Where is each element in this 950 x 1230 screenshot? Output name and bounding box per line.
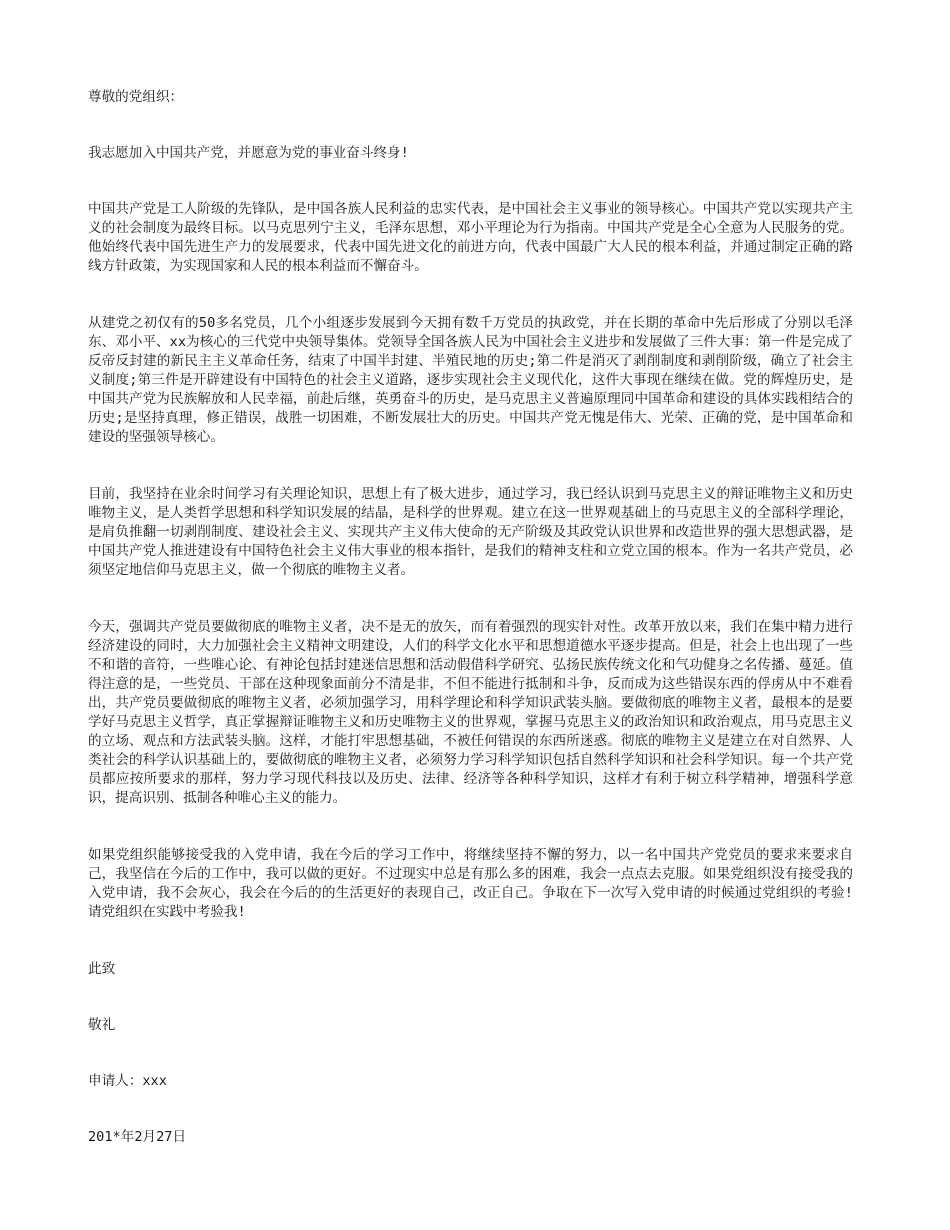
closing-cizhi: 此致	[88, 961, 116, 977]
closing-jingli: 敬礼	[88, 1017, 116, 1033]
paragraph-materialism: 今天，强调共产党员要做彻底的唯物主义者，决不是无的放矢，而有着强烈的现实针对性。改革开放以来，我们在集中精力进行经济建设的同时，大力加强社会主义精神文明建设，人们的科学文化水平和思想道德水平逐步提高。但是，社会上也出现了一些不和谐的音符，一些唯心论、有神论包括封建迷信思想和活动假借科学研究、弘扬民族传统文化和气功健身之名传播、蔓延。值得注意的是，一些党员、干部在这种现象面前分不清是非，不但不能进行抵制和斗争，反而成为这些错误东西的俘虏从中不难看出，共产党员要做彻底的唯物主义者，必须加强学习，用科学理论和科学知识武装头脑。要做彻底的唯物主义者，最根本的是要学好马克思主义哲学，真正掌握辩证唯物主义和历史唯物主义的世界观，掌握马克思主义的政治知识和政治观点，用马克思主义的立场、观点和方法武装头脑。这样，才能打牢思想基础，不被任何错误的东西所迷惑。彻底的唯物主义是建立在对自然界、人类社会的科学认识基础上的，要做彻底的唯物主义者，必须努力学习科学知识包括自然科学知识和社会科学知识。每一个共产党员都应按所要求的那样，努力学习现代科技以及历史、法律、经济等各种科学知识，这样才有利于树立科学精神，增强科学意识，提高识别、抵制各种唯心主义的能力。	[88, 619, 853, 806]
salutation: 尊敬的党组织：	[88, 89, 184, 105]
paragraph-commitment: 如果党组织能够接受我的入党申请，我在今后的学习工作中，将继续坚持不懈的努力，以一名中国共产党党员的要求来要求自己，我坚信在今后的工作中，我可以做的更好。不过现实中总是有那么多的困难，我会一点点去克服。如果党组织没有接受我的入党申请，我不会灰心，我会在今后的的生活更好的表现自己，改正自己。争取在下一次写入党申请的时候通过党组织的考验!请党组织在实践中考验我!	[88, 847, 853, 920]
intro-statement: 我志愿加入中国共产党，并愿意为党的事业奋斗终身!	[88, 145, 409, 161]
paragraph-study-progress: 目前，我坚持在业余时间学习有关理论知识，思想上有了极大进步，通过学习，我已经认识到马克思主义的辩证唯物主义和历史唯物主义，是人类哲学思想和科学知识发展的结晶，是科学的世界观。建立在这一世界观基础上的马克思主义的全部科学理论，是肩负推翻一切剥削制度、建设社会主义、实现共产主义伟大使命的无产阶级及其政党认识世界和改造世界的强大思想武器，是中国共产党人推进建设有中国特色社会主义伟大事业的根本指针，是我们的精神支柱和立党立国的根本。作为一名共产党员，必须坚定地信仰马克思主义，做一个彻底的唯物主义者。	[88, 486, 853, 578]
paragraph-party-nature: 中国共产党是工人阶级的先锋队，是中国各族人民利益的忠实代表，是中国社会主义事业的领导核心。中国共产党以实现共产主义的社会制度为最终目标。以马克思列宁主义，毛泽东思想，邓小平理论为行为指南。中国共产党是全心全意为人民服务的党。他始终代表中国先进生产力的发展要求，代表中国先进文化的前进方向，代表中国最广大人民的根本利益，并通过制定正确的路线方针政策，为实现国家和人民的根本利益而不懈奋斗。	[88, 201, 853, 274]
applicant-signature: 申请人：xxx	[88, 1073, 167, 1089]
paragraph-party-history: 从建党之初仅有的50多名党员，几个小组逐步发展到今天拥有数千万党员的执政党，并在长期的革命中先后形成了分别以毛泽东、邓小平、xx为核心的三代党中央领导集体。党领导全国各族人民为中国社会主义进步和发展做了三件大事：第一件是完成了反帝反封建的新民主主义革命任务，结束了中国半封建、半殖民地的历史;第二件是消灭了剥削制度和剥削阶级，确立了社会主义制度;第三件是开辟建设有中国特色的社会主义道路，逐步实现社会主义现代化，这件大事现在继续在做。党的辉煌历史，是中国共产党为民族解放和人民幸福，前赴后继，英勇奋斗的历史，是马克思主义普遍原理同中国革命和建设的具体实践相结合的历史;是坚持真理，修正错误，战胜一切困难，不断发展壮大的历史。中国共产党无愧是伟大、光荣、正确的党，是中国革命和建设的坚强领导核心。	[88, 315, 853, 445]
application-letter	[88, 88, 853, 1147]
application-date: 201*年2月27日	[88, 1129, 187, 1145]
